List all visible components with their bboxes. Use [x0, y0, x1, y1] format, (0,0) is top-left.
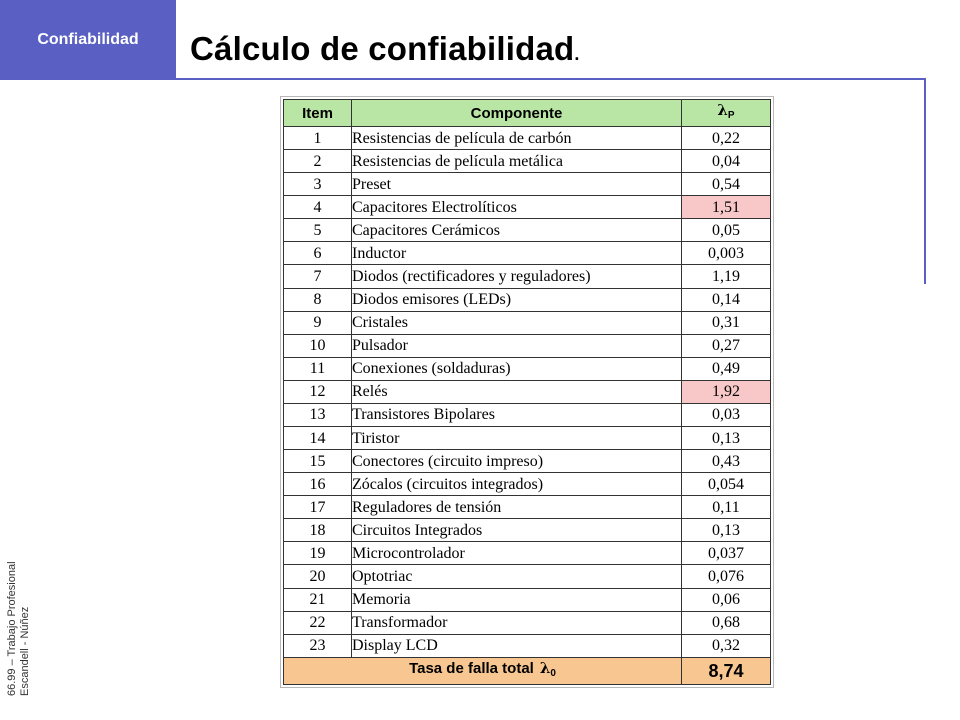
item-cell: 10: [284, 334, 352, 357]
component-cell: Transformador: [352, 611, 682, 634]
table-row: [284, 127, 771, 150]
header-lambda: [682, 100, 771, 127]
header-item: Item: [284, 100, 352, 127]
component-cell: Reguladores de tensión: [352, 496, 682, 519]
item-cell: 23: [284, 634, 352, 657]
table-row: [284, 565, 771, 588]
total-value: 8,74: [682, 658, 771, 685]
component-cell: Memoria: [352, 588, 682, 611]
component-cell: Conexiones (soldaduras): [352, 357, 682, 380]
lambda-cell: 0,04: [682, 150, 771, 173]
component-cell: Resistencias de película metálica: [352, 150, 682, 173]
item-cell: 7: [284, 265, 352, 288]
item-cell: 19: [284, 542, 352, 565]
component-cell: Diodos emisores (LEDs): [352, 288, 682, 311]
component-cell: Optotriac: [352, 565, 682, 588]
item-cell: 21: [284, 588, 352, 611]
slide-title: [190, 30, 580, 68]
side-note: [6, 561, 32, 696]
reliability-table-frame: [280, 96, 774, 688]
item-cell: 12: [284, 380, 352, 403]
table-row: [284, 634, 771, 657]
table-header-row: [284, 100, 771, 127]
total-label-cell: [284, 658, 682, 685]
table-row: [284, 357, 771, 380]
component-cell: Microcontrolador: [352, 542, 682, 565]
slide-title-dot: .: [574, 44, 580, 64]
lambda-cell: 0,06: [682, 588, 771, 611]
component-cell: Capacitores Cerámicos: [352, 219, 682, 242]
side-note-course: 66.99 – Trabajo Profesional: [6, 561, 18, 696]
item-cell: 5: [284, 219, 352, 242]
component-cell: Capacitores Electrolíticos: [352, 196, 682, 219]
lambda-cell: 0,037: [682, 542, 771, 565]
lambda-cell: 0,31: [682, 311, 771, 334]
lambda-cell: 0,13: [682, 427, 771, 450]
table-row: [284, 380, 771, 403]
component-cell: Pulsador: [352, 334, 682, 357]
component-cell: Preset: [352, 173, 682, 196]
total-lambda-subscript: 0: [550, 668, 556, 679]
table-row: [284, 265, 771, 288]
section-tab: [0, 0, 176, 80]
lambda-cell: 0,05: [682, 219, 771, 242]
item-cell: 11: [284, 357, 352, 380]
component-cell: Diodos (rectificadores y reguladores): [352, 265, 682, 288]
item-cell: 2: [284, 150, 352, 173]
table-row: [284, 496, 771, 519]
right-divider: [924, 78, 926, 284]
lambda-symbol: λ: [717, 101, 728, 119]
item-cell: 3: [284, 173, 352, 196]
lambda-cell: 0,03: [682, 403, 771, 426]
table-row: [284, 588, 771, 611]
table-row: [284, 473, 771, 496]
lambda-cell: 0,13: [682, 519, 771, 542]
item-cell: 16: [284, 473, 352, 496]
item-cell: 18: [284, 519, 352, 542]
component-cell: Conectores (circuito impreso): [352, 450, 682, 473]
item-cell: 20: [284, 565, 352, 588]
item-cell: 17: [284, 496, 352, 519]
component-cell: Tiristor: [352, 427, 682, 450]
item-cell: 14: [284, 427, 352, 450]
lambda-cell: 0,54: [682, 173, 771, 196]
section-tab-label: Confiabilidad: [37, 31, 139, 48]
title-divider: [176, 78, 926, 80]
component-cell: Zócalos (circuitos integrados): [352, 473, 682, 496]
component-cell: Transistores Bipolares: [352, 403, 682, 426]
table-row: [284, 242, 771, 265]
table-row: [284, 311, 771, 334]
table-row: [284, 611, 771, 634]
table-row: [284, 288, 771, 311]
component-cell: Inductor: [352, 242, 682, 265]
component-cell: Relés: [352, 380, 682, 403]
item-cell: 6: [284, 242, 352, 265]
table-row: [284, 542, 771, 565]
lambda-subscript: P: [727, 110, 735, 121]
lambda-cell: 0,32: [682, 634, 771, 657]
table-total-row: [284, 658, 771, 685]
lambda-cell: 1,51: [682, 196, 771, 219]
table-row: [284, 219, 771, 242]
item-cell: 15: [284, 450, 352, 473]
table-row: [284, 427, 771, 450]
reliability-table: [283, 99, 771, 685]
lambda-cell: 0,14: [682, 288, 771, 311]
item-cell: 9: [284, 311, 352, 334]
item-cell: 13: [284, 403, 352, 426]
item-cell: 22: [284, 611, 352, 634]
table-row: [284, 196, 771, 219]
table-row: [284, 519, 771, 542]
lambda-cell: 0,11: [682, 496, 771, 519]
lambda-cell: 1,19: [682, 265, 771, 288]
table-row: [284, 173, 771, 196]
lambda-cell: 0,054: [682, 473, 771, 496]
component-cell: Circuitos Integrados: [352, 519, 682, 542]
table-row: [284, 334, 771, 357]
header-component: Componente: [352, 100, 682, 127]
component-cell: Cristales: [352, 311, 682, 334]
total-lambda-symbol: λ: [539, 659, 551, 677]
lambda-cell: 0,49: [682, 357, 771, 380]
lambda-cell: 0,003: [682, 242, 771, 265]
lambda-cell: 0,22: [682, 127, 771, 150]
item-cell: 1: [284, 127, 352, 150]
item-cell: 4: [284, 196, 352, 219]
table-row: [284, 403, 771, 426]
component-cell: Resistencias de película de carbón: [352, 127, 682, 150]
table-row: [284, 450, 771, 473]
side-note-authors: Escandell - Núñez: [19, 606, 31, 696]
component-cell: Display LCD: [352, 634, 682, 657]
total-label: Tasa de falla total: [409, 660, 534, 677]
lambda-cell: 0,43: [682, 450, 771, 473]
table-row: [284, 150, 771, 173]
lambda-cell: 0,68: [682, 611, 771, 634]
lambda-cell: 0,076: [682, 565, 771, 588]
lambda-cell: 1,92: [682, 380, 771, 403]
item-cell: 8: [284, 288, 352, 311]
lambda-cell: 0,27: [682, 334, 771, 357]
slide-title-text: Cálculo de confiabilidad: [190, 30, 575, 67]
